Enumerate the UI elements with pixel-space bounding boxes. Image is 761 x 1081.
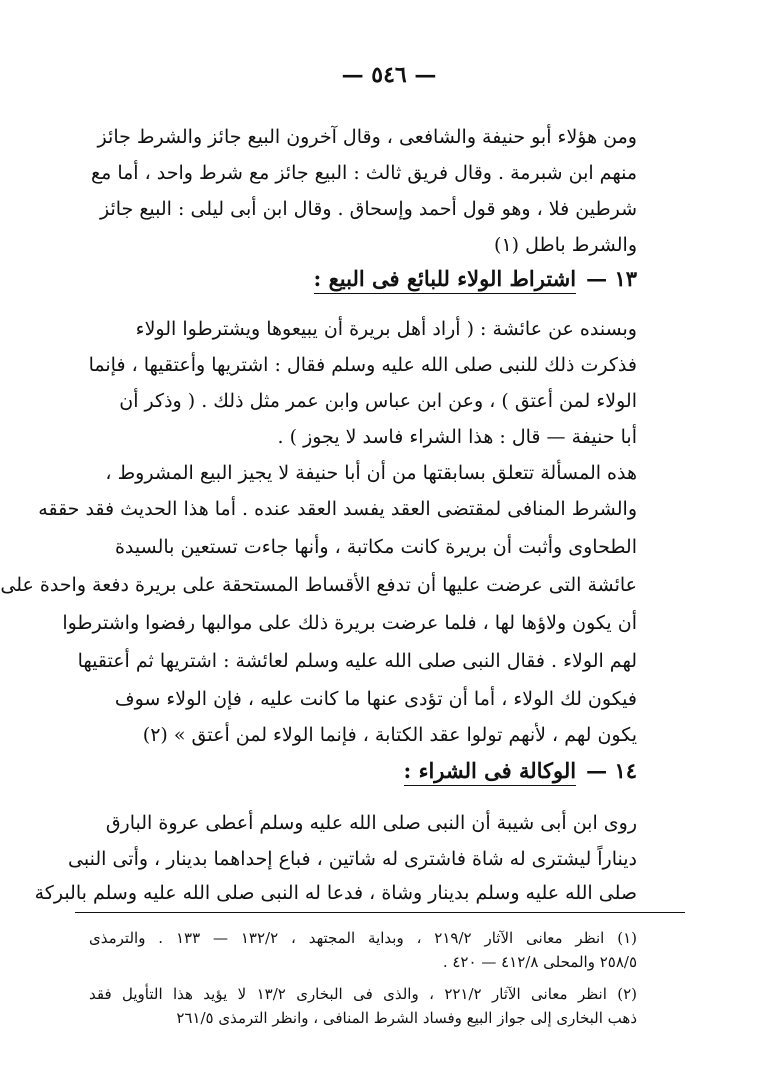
text-line: فيكون لك الولاء ، أما أن تؤدى عنها ما كانت عليه ، فإن الولاء سوف <box>114 688 637 710</box>
page-number: — ٥٤٦ — <box>341 62 437 88</box>
text-line: ومن هؤلاء أبو حنيفة والشافعى ، وقال آخرون البيع جائز والشرط جائز <box>97 126 637 148</box>
text-line: والشرط المنافى لمقتضى العقد يفسد العقد عنده . أما هذا الحديث فقد حققه <box>38 498 637 520</box>
text-line: الطحاوى وأثبت أن بريرة كانت مكاتبة ، وأنها جاءت تستعين بالسيدة <box>114 536 637 558</box>
text-line: أن يكون ولاؤها لها ، فلما عرضت بريرة ذلك على موالبها رفضوا واشترطوا <box>62 612 637 634</box>
text-line: عائشة التى عرضت عليها أن تدفع الأقساط المستحقة على بريرة دفعة واحدة على <box>0 574 637 596</box>
text-line: شرطين فلا ، وهو قول أحمد وإسحاق . وقال ابن أبى ليلى : البيع جائز <box>99 198 637 220</box>
text-line: منهم ابن شبرمة . وقال فريق ثالث : البيع جائز مع شرط واحد ، أما مع <box>90 162 637 184</box>
text-line: هذه المسألة تتعلق بسابقتها من أن أبا حنيفة لا يجيز البيع المشروط ، <box>105 462 637 484</box>
text-line: لهم الولاء . فقال النبى صلى الله عليه وسلم لعائشة : اشتريها ثم أعتقيها <box>77 650 637 672</box>
text-line: فذكرت ذلك للنبى صلى الله عليه وسلم فقال : اشتريها وأعتقيها ، فإنما <box>88 354 637 376</box>
text-line: وبسنده عن عائشة : ( أراد أهل بريرة أن يبيعوها ويشترطوا الولاء <box>135 318 637 340</box>
text-line: صلى الله عليه وسلم بدينار وشاة ، فدعا له النبى صلى الله عليه وسلم بالبركة <box>34 882 637 904</box>
text-line: الولاء لمن أعتق ) ، وعن ابن عباس وابن عمر مثل ذلك . ( وذكر أن <box>119 390 637 412</box>
section-13-title: اشتراط الولاء للبائع فى البيع : <box>314 266 577 294</box>
section-14-number: ١٤ — <box>586 758 637 783</box>
section-13-heading <box>314 266 637 291</box>
footnote-line: (١) انظر معانى الآثار ٢١٩/٢ ، وبداية المجتهد ، ١٣٢/٢ — ١٣٣ . والترمذى <box>89 929 637 947</box>
text-line: يكون لهم ، لأنهم تولوا عقد الكتابة ، فإنما الولاء لمن أعتق » (٢) <box>142 724 637 746</box>
text-line: روى ابن أبى شيبة أن النبى صلى الله عليه وسلم أعطى عروة البارق <box>105 812 637 834</box>
footnote-line: ذهب البخارى إلى جواز البيع وفساد الشرط المنافى ، وانظر الترمذى ٢٦١/٥ <box>176 1009 637 1027</box>
footnote-separator <box>75 912 685 913</box>
text-line: ديناراً ليشترى له شاة فاشترى له شاتين ، فباع إحداهما بدينار ، وأتى النبى <box>68 848 637 870</box>
section-14-heading <box>404 758 638 783</box>
text-line: أبا حنيفة — قال : هذا الشراء فاسد لا يجوز ) . <box>277 426 637 448</box>
footnote-line: ٢٥٨/٥ والمحلى ٤١٢/٨ — ٤٢٠ . <box>442 953 637 971</box>
footnote-line: (٢) انظر معانى الآثار ٢٢١/٢ ، والذى فى البخارى ١٣/٢ لا يؤيد هذا التأويل فقد <box>89 985 638 1003</box>
section-13-number: ١٣ — <box>586 266 637 291</box>
text-line: والشرط باطل (١) <box>494 234 637 256</box>
section-14-title: الوكالة فى الشراء : <box>404 758 577 786</box>
